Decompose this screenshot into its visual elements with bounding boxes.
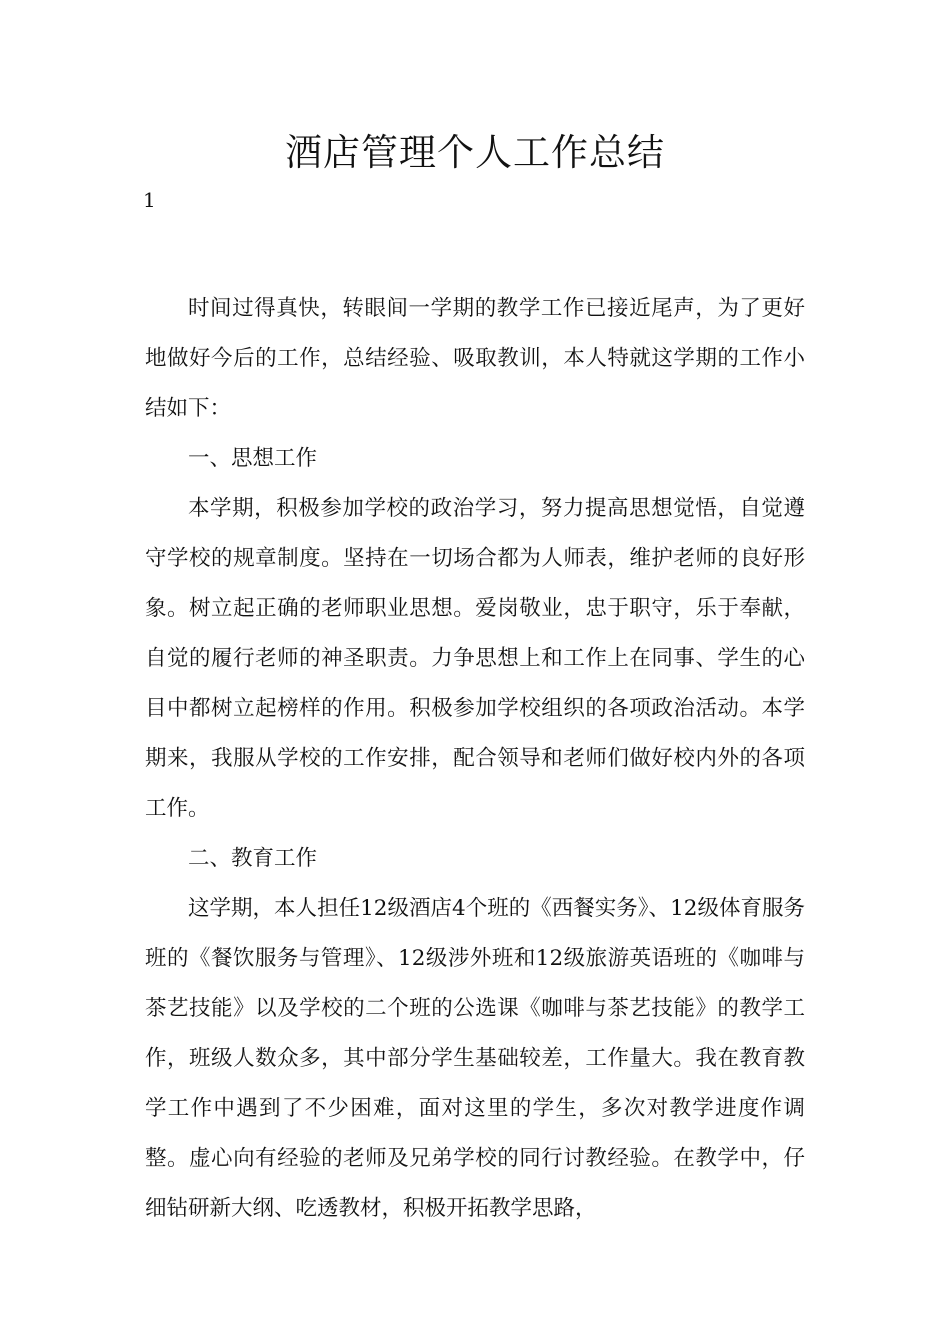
section-heading-education: 二、教育工作 bbox=[188, 846, 318, 871]
document-title: 酒店管理个人工作总结 bbox=[285, 131, 665, 174]
section-heading-thought: 一、思想工作 bbox=[188, 446, 318, 471]
document-body bbox=[145, 284, 805, 1234]
education-paragraph: 这学期，本人担任12级酒店4个班的《西餐实务》、12级体育服务班的《餐饮服务与管理》、12级涉外班和12级旅游英语班的《咖啡与茶艺技能》以及学校的二个班的公选课《咖啡与茶艺技能》的教学工作，班级人数众多，其中部分学生基础较差，工作量大。我在教育教学工作中遇到了不少困难，面对这里的学生，多次对教学进度作调整。虚心向有经验的老师及兄弟学校的同行讨教经验。在教学中，仔细钻研新大纲、吃透教材，积极开拓教学思路， bbox=[145, 896, 805, 1221]
thought-paragraph: 本学期，积极参加学校的政治学习，努力提高思想觉悟，自觉遵守学校的规章制度。坚持在一切场合都为人师表，维护老师的良好形象。树立起正确的老师职业思想。爱岗敬业，忠于职守，乐于奉献，自觉的履行老师的神圣职责。力争思想上和工作上在同事、学生的心目中都树立起榜样的作用。积极参加学校组织的各项政治活动。本学期来，我服从学校的工作安排，配合领导和老师们做好校内外的各项工作。 bbox=[145, 496, 805, 821]
intro-paragraph: 时间过得真快，转眼间一学期的教学工作已接近尾声，为了更好地做好今后的工作，总结经验、吸取教训，本人特就这学期的工作小结如下： bbox=[145, 296, 805, 421]
page-number: 1 bbox=[143, 188, 156, 212]
